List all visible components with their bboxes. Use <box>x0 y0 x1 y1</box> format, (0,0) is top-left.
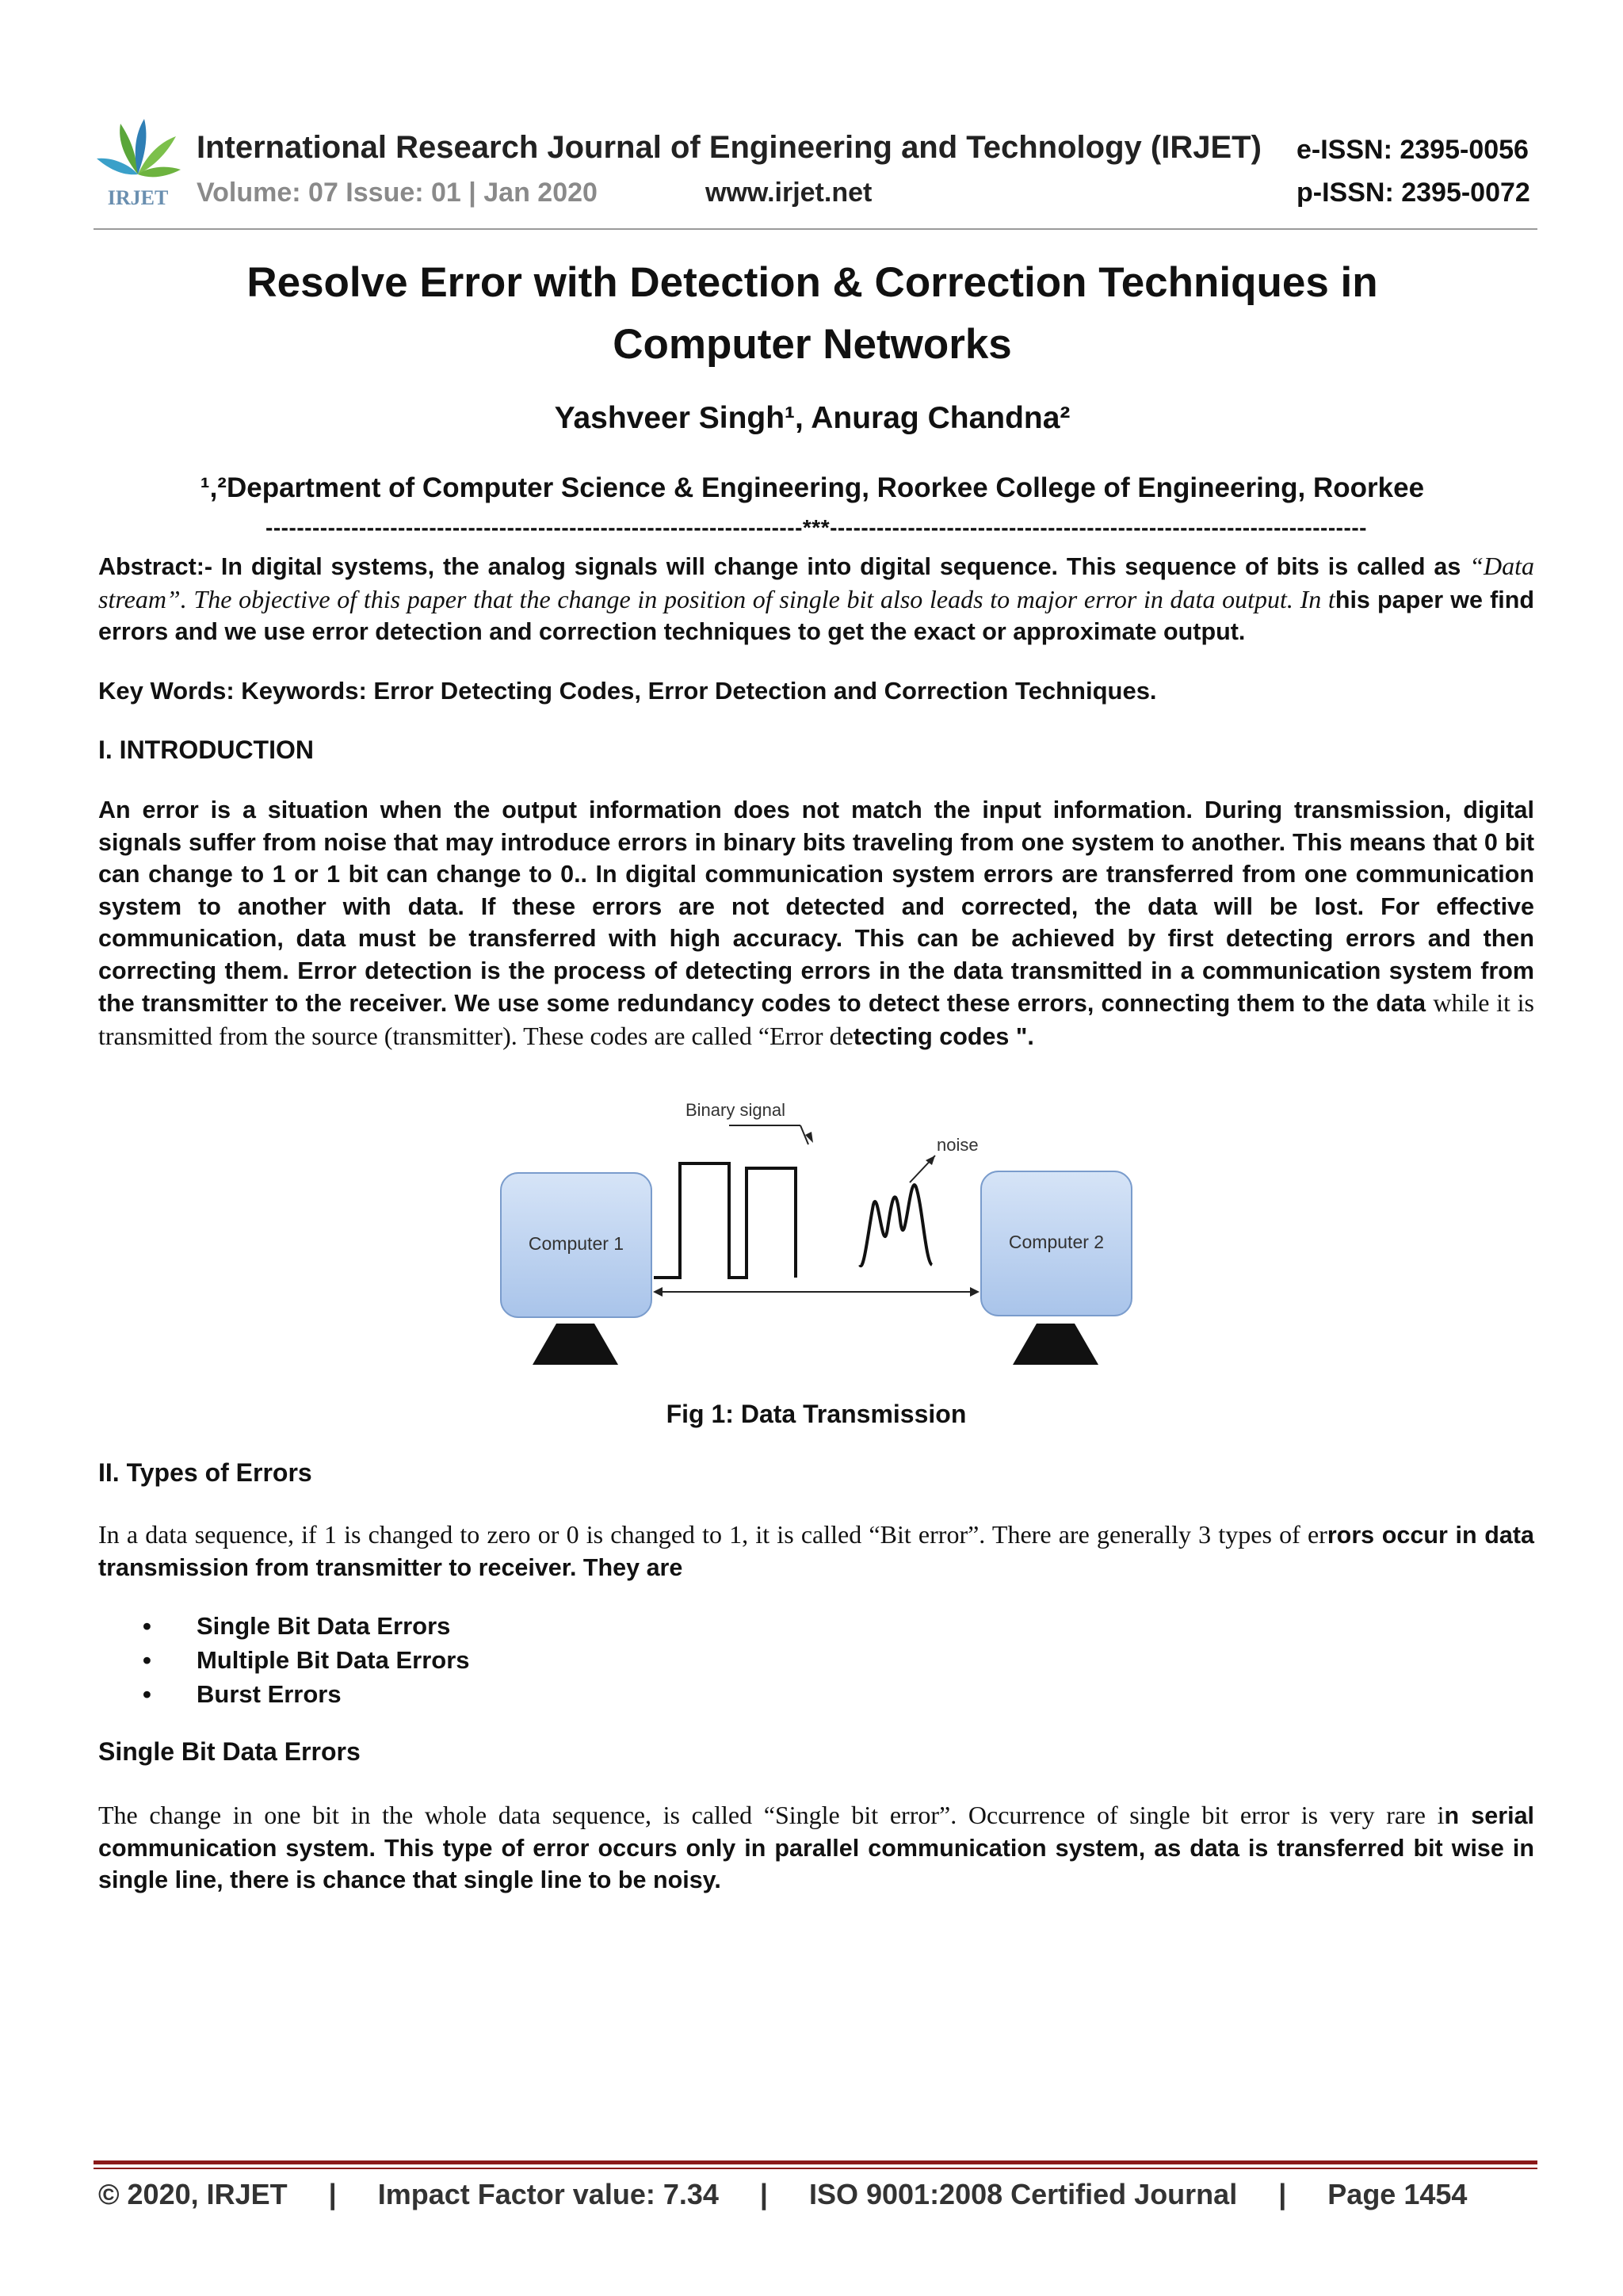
svg-text:IRJET: IRJET <box>107 186 169 209</box>
abstract-part-1: Abstract:- In digital systems, the analog signals will change into digital sequence. This sequence of bits is called as <box>98 553 1470 580</box>
types-bold: rors occur in data transmission from transmitter to receiver. They are <box>98 1522 1534 1581</box>
list-item: • Single Bit Data Errors <box>143 1609 470 1643</box>
figure-caption: Fig 1: Data Transmission <box>666 1400 967 1428</box>
error-types-list <box>143 1609 470 1711</box>
abstract <box>98 550 1534 648</box>
computer-1-label: Computer 1 <box>528 1233 624 1254</box>
title-line-2: Computer Networks <box>613 321 1012 368</box>
authors: Yashveer Singh¹, Anurag Chandna² <box>554 401 1071 435</box>
section-heading-introduction: I. INTRODUCTION <box>98 735 314 764</box>
transmission-arrow-right <box>970 1287 980 1297</box>
single-bold: n serial communication system. This type of error occurs only in parallel communication system, as data is transferred bit wise in single line, there is chance that single line to be noisy. <box>98 1802 1535 1893</box>
binary-signal-wave <box>654 1163 796 1278</box>
footer-divider: | <box>328 2178 337 2210</box>
single-serif: The change in one bit in the whole data sequence, is called “Single bit error”. Occurrence of single bit error is very rare i <box>98 1801 1445 1829</box>
intro-serif: while it is transmitted from the source (transmitter). These codes are called “Error de <box>98 988 1535 1050</box>
footer-rule <box>94 2160 1537 2164</box>
affiliation: ¹,²Department of Computer Science & Engineering, Roorkee College of Engineering, Roorkee <box>200 472 1425 503</box>
footer-iso: ISO 9001:2008 Certified Journal <box>808 2178 1238 2210</box>
intro-bold: An error is a situation when the output information does not match the input information. During transmission, digital signals suffer from noise that may introduce errors in binary bits traveling from one system to another. This means that 0 bit can change to 1 or 1 bit can change to 0.. In digital communication system errors are transferred from one communication system to another with data. If these errors are not detected and corrected, the data will be lost. For effective communication, data must be transferred with high accuracy. This can be achieved by first detecting errors and then correcting them. Error detection is the process of detecting errors in the data transmitted in a communication system from the transmitter to the receiver. We use some redundancy codes to detect these errors, connecting them to the data <box>98 797 1534 1017</box>
subheading-single-bit: Single Bit Data Errors <box>98 1737 361 1766</box>
title-line-1: Resolve Error with Detection & Correction Techniques in <box>246 259 1378 306</box>
footer-page-number: Page 1454 <box>1327 2178 1468 2210</box>
single-bit-paragraph <box>98 1799 1534 1897</box>
types-paragraph <box>98 1519 1534 1584</box>
list-item: • Burst Errors <box>143 1677 470 1711</box>
computer-2-stand <box>1013 1324 1098 1365</box>
footer-copyright: © 2020, IRJET <box>98 2178 288 2210</box>
keywords-text: Keywords: Error Detecting Codes, Error Detection and Correction Techniques. <box>234 677 1157 705</box>
introduction-paragraph <box>98 794 1534 1052</box>
page-footer <box>98 2178 1541 2211</box>
types-serif: In a data sequence, if 1 is changed to zero or 0 is changed to 1, it is called “Bit error”. There are generally 3 types of er <box>98 1520 1327 1549</box>
section-heading-types-of-errors: II. Types of Errors <box>98 1458 312 1487</box>
footer-divider: | <box>1278 2178 1287 2210</box>
eissn: e-ISSN: 2395-0056 <box>1296 135 1529 165</box>
journal-title: International Research Journal of Engineering and Technology (IRJET) <box>197 130 1262 165</box>
paper-title <box>158 252 1466 376</box>
intro-tail: tecting codes ". <box>853 1022 1034 1050</box>
binary-signal-label: Binary signal <box>685 1100 785 1120</box>
abstract-part-3: his paper we find errors and we use error detection and correction techniques to get the exact or approximate output. <box>98 586 1535 645</box>
abstract-part-2: “Data stream”. The objective of this paper that the change in position of single bit also leads to major error in data output. In t <box>98 552 1534 613</box>
computer-2-label: Computer 2 <box>1008 1232 1105 1252</box>
transmission-arrow-left <box>653 1287 663 1297</box>
keywords <box>98 675 1534 708</box>
volume-issue: Volume: 07 Issue: 01 | Jan 2020 <box>197 178 598 208</box>
footer-rule-thin <box>94 2168 1537 2169</box>
list-item: • Multiple Bit Data Errors <box>143 1643 470 1677</box>
noise-wave <box>860 1185 932 1266</box>
data-transmission-figure <box>491 1094 1141 1371</box>
footer-divider: | <box>759 2178 768 2210</box>
noise-label: noise <box>937 1135 979 1155</box>
header-rule <box>94 228 1537 230</box>
keywords-label: Key Words: <box>98 677 235 705</box>
irjet-logo <box>94 117 182 211</box>
separator-line: ---------------------------------------------------------------------***--------------------------------------------------------------------- <box>265 515 1367 540</box>
journal-website: www.irjet.net <box>705 178 873 208</box>
footer-impact-factor: Impact Factor value: 7.34 <box>377 2178 719 2210</box>
pissn: p-ISSN: 2395-0072 <box>1296 178 1530 208</box>
computer-1-stand <box>533 1324 618 1365</box>
